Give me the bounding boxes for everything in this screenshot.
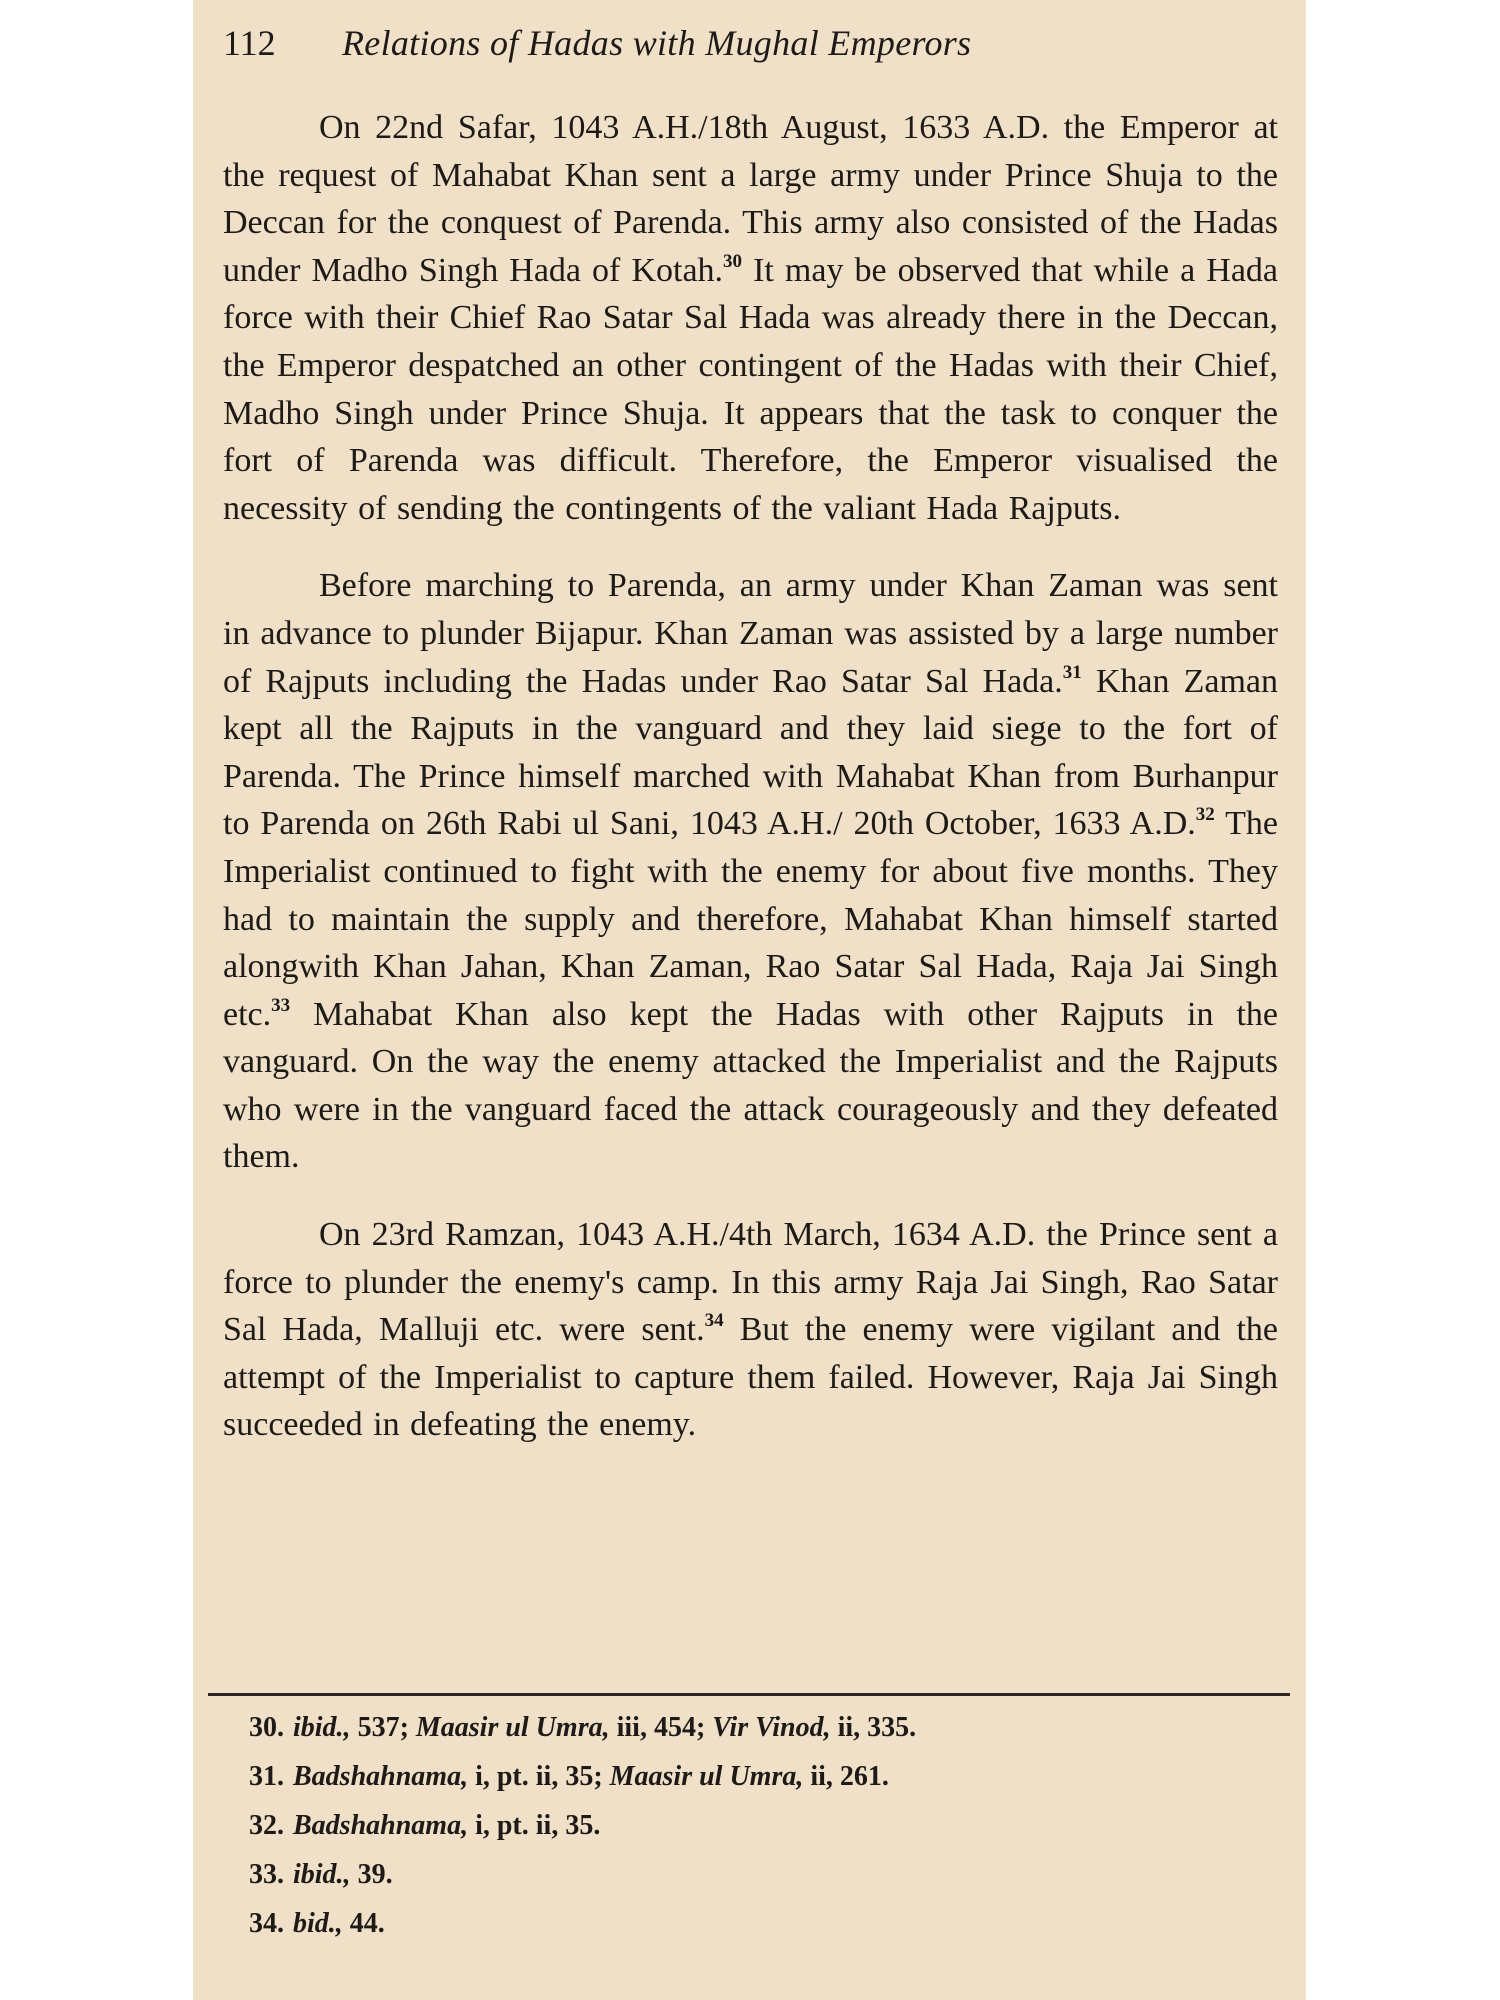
footnote-text: i, pt. ii, 35; [468,1761,610,1792]
year-digit: 3 [953,109,971,146]
footnote-text: i, pt. ii, 35. [468,1810,601,1841]
paragraph-text: On 23rd Ramzan, 1043 A.H./4th March, 1634 A.D. the Prince sent a force to plunder the enemy's camp. In this army Raja Jai Singh, Rao Satar Sal Hada, Malluji etc. were sent. [223,1216,1278,1349]
footnote-number: 32. [249,1810,284,1841]
footnote-33 [249,1850,1249,1899]
paragraph-text: On 22nd Safar, 1043 A.H./18th August, 163 [319,109,954,146]
paragraph-text: The Imperialist continued to fight with the enemy for about five months. They had to maintain the supply and therefore, Mahabat Khan himself started alongwith Khan Jahan, Khan Zaman, Rao Satar Sal Hada, Raja Jai Singh etc. [223,805,1278,1033]
page-header [223,18,1283,68]
footnote-work: Vir Vinod, [712,1712,831,1743]
page-number: 112 [223,23,276,63]
footnote-number: 34. [249,1908,284,1939]
footnote-ref-33: 33 [271,994,291,1016]
footnote-number: 30. [249,1712,284,1743]
footnote-32 [249,1801,1249,1850]
paragraph-text: Mahabat Khan also kept the Hadas with other Rajputs in the vanguard. On the way the enemy attacked the Imperialist and the Rajputs who were in the vanguard faced the attack courageously and they defeated them. [223,995,1278,1176]
footnote-source: ibid., [293,1859,351,1890]
footnote-source: ibid., [293,1712,351,1743]
book-page [193,0,1306,2000]
footnote-work: Maasir ul Umra, [609,1761,804,1792]
footnote-text: 39. [350,1859,393,1890]
footnotes [249,1703,1249,1948]
footnote-text: ii, 335. [830,1712,917,1743]
footnote-text: 44. [342,1908,385,1939]
footnote-ref-34: 34 [704,1310,724,1332]
footnote-34 [249,1899,1249,1948]
footnote-text: ii, 261. [803,1761,889,1792]
paragraph-3 [223,1211,1278,1449]
body-text [223,104,1278,1479]
footnote-30 [249,1703,1249,1752]
footnote-divider [208,1693,1290,1696]
footnote-31 [249,1752,1249,1801]
footnote-number: 31. [249,1761,284,1792]
paragraph-2 [223,562,1278,1181]
paragraph-1 [223,104,1278,532]
paragraph-text: Khan Zaman kept all the Rajputs in the vanguard and they laid siege to the fort of Parenda. The Prince himself marched with Mahabat Khan from Burhanpur to Parenda on 26th Rabi ul Sani, 1043 A.H./ 20th October, 1633 A.D. [223,662,1279,843]
running-title: Relations of Hadas with Mughal Emperors [342,23,972,63]
footnote-text: 537; [350,1712,416,1743]
paragraph-text: Before marching to Parenda, an army under Khan Zaman was sent in advance to plunder Bijapur. Khan Zaman was assisted by a large number of Rajputs including the Hadas under Rao Satar Sal Hada. [223,567,1278,700]
paragraph-text: A.D. the Emperor at the request of Mahabat Khan sent a large army under Prince Shuja to the Deccan for the conquest of Parenda. This army also consisted of the Hadas under Madho Singh Hada of Kotah. [223,109,1278,289]
footnote-number: 33. [249,1859,284,1890]
footnote-ref-32: 32 [1195,804,1215,826]
paragraph-text: But the enemy were vigilant and the attempt of the Imperialist to capture them failed. However, Raja Jai Singh succeeded in defeating the enemy. [223,1311,1278,1444]
footnote-work: Maasir ul Umra, [415,1712,610,1743]
footnote-source: Badshahnama, [293,1810,469,1841]
footnote-text: iii, 454; [609,1712,713,1743]
footnote-ref-30: 30 [723,250,743,272]
paragraph-text: It may be observed that while a Hada force with their Chief Rao Satar Sal Hada was already there in the Deccan, the Emperor despatched an other contingent of the Hadas with their Chief, Madho Singh under Prince Shuja. It appears that the task to conquer the fort of Parenda was difficult. Therefore, the Emperor visualised the necessity of sending the contingents of the valiant Hada Rajputs. [223,251,1279,527]
footnote-source: Badshahnama, [293,1761,469,1792]
footnote-source: bid., [293,1908,343,1939]
footnote-ref-31: 31 [1062,661,1082,683]
